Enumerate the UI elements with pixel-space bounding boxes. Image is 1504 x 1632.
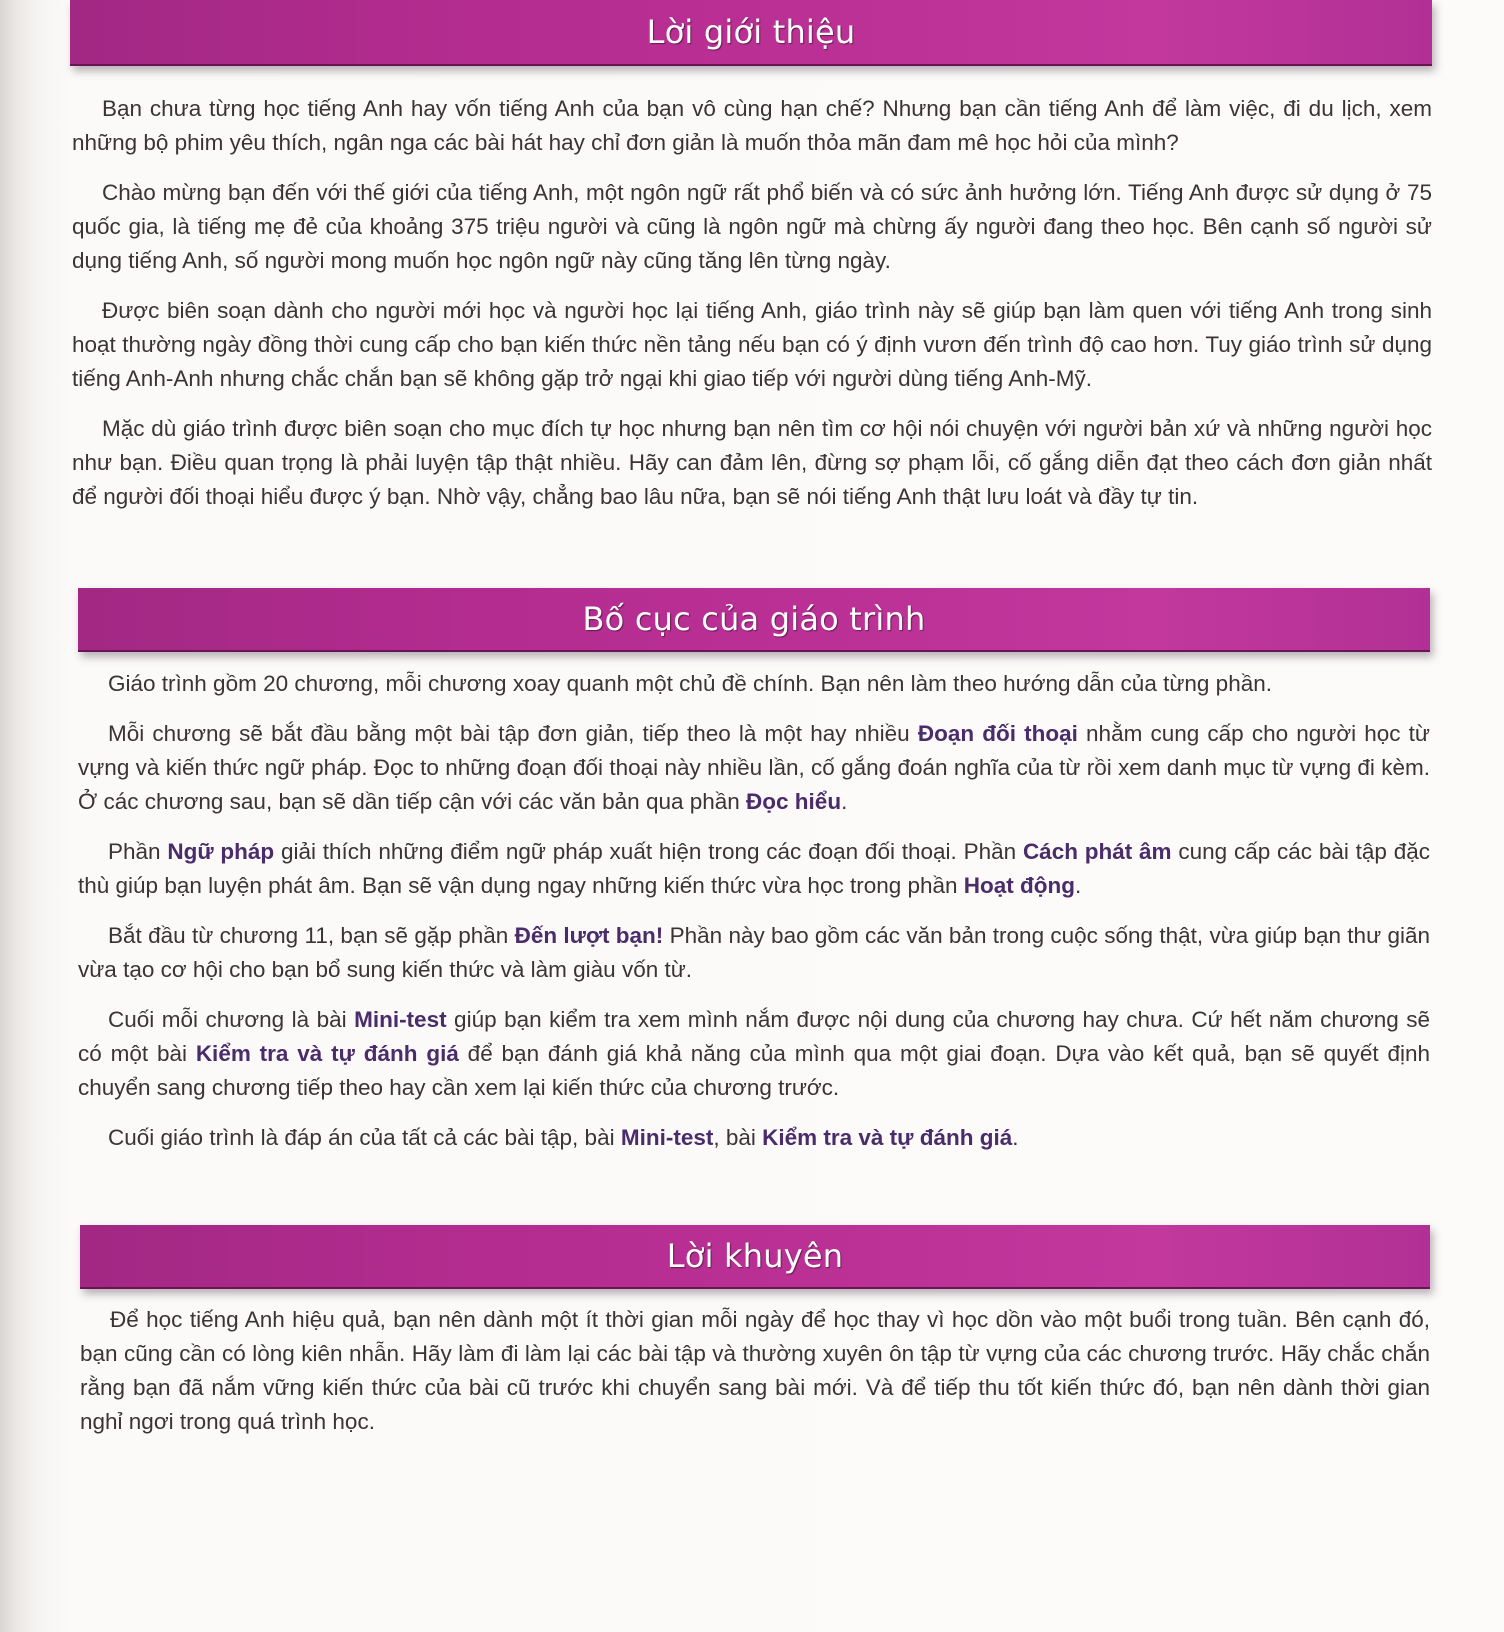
section-banner-structure — [78, 588, 1430, 652]
paragraph-text: , bài — [713, 1125, 763, 1150]
section-body-advice — [80, 1303, 1430, 1455]
paragraph-text: Bạn chưa từng học tiếng Anh hay vốn tiếng Anh của bạn vô cùng hạn chế? Nhưng bạn cần tiếng Anh để làm việc, đi du lịch, xem những bộ phim yêu thích, ngân nga các bài hát hay chỉ đơn giản là muốn thỏa mãn đam mê học hỏi của mình? — [72, 96, 1432, 155]
paragraph-text: Chào mừng bạn đến với thế giới của tiếng Anh, một ngôn ngữ rất phổ biến và có sức ảnh hưởng lớn. Tiếng Anh được sử dụng ở 75 quốc gia, là tiếng mẹ đẻ của khoảng 375 triệu người và cũng là ngôn ngữ mà chừng ấy người đang theo học. Bên cạnh số người sử dụng tiếng Anh, số người mong muốn học ngôn ngữ này cũng tăng lên từng ngày. — [72, 180, 1432, 273]
paragraph-text: . — [1012, 1125, 1019, 1150]
paragraph-text: cung cấp các bài tập đặc thù giúp bạn luyện phát âm. Bạn sẽ vận dụng ngay những kiến thức vừa học trong phần — [78, 839, 1430, 898]
paragraph-text: giúp bạn kiểm tra xem mình nắm được nội dung của chương hay chưa. Cứ hết năm chương sẽ có một bài — [78, 1007, 1430, 1066]
paragraph-text: Cuối giáo trình là đáp án của tất cả các bài tập, bài — [108, 1125, 621, 1150]
paragraph-text: Bắt đầu từ chương 11, bạn sẽ gặp phần — [108, 923, 515, 948]
section-banner-advice — [80, 1225, 1430, 1289]
paragraph — [72, 412, 1432, 514]
highlighted-term: Kiểm tra và tự đánh giá — [195, 1041, 459, 1066]
paragraph — [72, 92, 1432, 160]
highlighted-term: Hoạt động — [963, 873, 1076, 898]
highlighted-term: Mini-test — [620, 1125, 714, 1150]
paragraph — [78, 667, 1430, 701]
paragraph — [78, 919, 1430, 987]
paragraph-text: Phần này bao gồm các văn bản trong cuộc sống thật, vừa giúp bạn thư giãn vừa tạo cơ hội cho bạn bổ sung kiến thức và làm giàu vốn từ. — [78, 923, 1430, 982]
paragraph-text: Phần — [108, 839, 168, 864]
paragraph-text: . — [1075, 873, 1082, 898]
paragraph — [78, 1121, 1430, 1155]
paragraph-text: Để học tiếng Anh hiệu quả, bạn nên dành một ít thời gian mỗi ngày để học thay vì học dồn vào một buổi trong tuần. Bên cạnh đó, bạn cũng cần có lòng kiên nhẫn. Hãy làm đi làm lại các bài tập và thường xuyên ôn tập từ vựng của các chương trước. Hãy chắc chắn rằng bạn đã nắm vững kiến thức của bài cũ trước khi chuyển sang bài mới. Và để tiếp thu tốt kiến thức đó, bạn nên dành thời gian nghỉ ngơi trong quá trình học. — [80, 1307, 1430, 1434]
paragraph-text: Giáo trình gồm 20 chương, mỗi chương xoay quanh một chủ đề chính. Bạn nên làm theo hướng dẫn của từng phần. — [108, 671, 1272, 696]
paragraph — [80, 1303, 1430, 1439]
paragraph-text: để bạn đánh giá khả năng của mình qua một giai đoạn. Dựa vào kết quả, bạn sẽ quyết định chuyển sang chương tiếp theo hay cần xem lại kiến thức của chương trước. — [78, 1041, 1430, 1100]
highlighted-term: Đoạn đối thoại — [917, 721, 1078, 746]
paragraph — [78, 835, 1430, 903]
paragraph — [78, 1003, 1430, 1105]
section-title-advice: Lời khuyên — [666, 1237, 844, 1275]
highlighted-term: Kiểm tra và tự đánh giá — [762, 1125, 1013, 1150]
paragraph-text: nhằm cung cấp cho người học từ vựng và kiến thức ngữ pháp. Đọc to những đoạn đối thoại này nhiều lần, cố gắng đoán nghĩa của từ rồi xem danh mục từ vựng đi kèm. Ở các chương sau, bạn sẽ dần tiếp cận với các văn bản qua phần — [78, 721, 1430, 814]
highlighted-term: Đọc hiểu — [746, 789, 842, 814]
highlighted-term: Cách phát âm — [1022, 839, 1172, 864]
section-title-structure: Bố cục của giáo trình — [582, 600, 926, 638]
paragraph-text: Được biên soạn dành cho người mới học và người học lại tiếng Anh, giáo trình này sẽ giúp bạn làm quen với tiếng Anh trong sinh hoạt thường ngày đồng thời cung cấp cho bạn kiến thức nền tảng nếu bạn có ý định vươn đến trình độ cao hơn. Tuy giáo trình sử dụng tiếng Anh-Anh nhưng chắc chắn bạn sẽ không gặp trở ngại khi giao tiếp với người dùng tiếng Anh-Mỹ. — [72, 298, 1432, 391]
paragraph — [72, 176, 1432, 278]
paragraph-text: Mặc dù giáo trình được biên soạn cho mục đích tự học nhưng bạn nên tìm cơ hội nói chuyện với người bản xứ và những người học như bạn. Điều quan trọng là phải luyện tập thật nhiều. Hãy can đảm lên, đừng sợ phạm lỗi, cố gắng diễn đạt theo cách đơn giản nhất để người đối thoại hiểu được ý bạn. Nhờ vậy, chẳng bao lâu nữa, bạn sẽ nói tiếng Anh thật lưu loát và đầy tự tin. — [72, 416, 1432, 509]
highlighted-term: Ngữ pháp — [167, 839, 275, 864]
paragraph-text: . — [841, 789, 848, 814]
highlighted-term: Đến lượt bạn! — [514, 923, 664, 948]
highlighted-term: Mini-test — [354, 1007, 447, 1032]
section-banner-intro — [70, 0, 1432, 66]
paragraph-text: Cuối mỗi chương là bài — [108, 1007, 355, 1032]
section-body-structure — [78, 667, 1430, 1171]
section-title-intro: Lời giới thiệu — [646, 13, 856, 51]
paragraph-text: Mỗi chương sẽ bắt đầu bằng một bài tập đơn giản, tiếp theo là một hay nhiều — [108, 721, 918, 746]
paragraph — [72, 294, 1432, 396]
paragraph — [78, 717, 1430, 819]
paragraph-text: giải thích những điểm ngữ pháp xuất hiện trong các đoạn đối thoại. Phần — [274, 839, 1023, 864]
section-body-intro — [72, 92, 1432, 530]
